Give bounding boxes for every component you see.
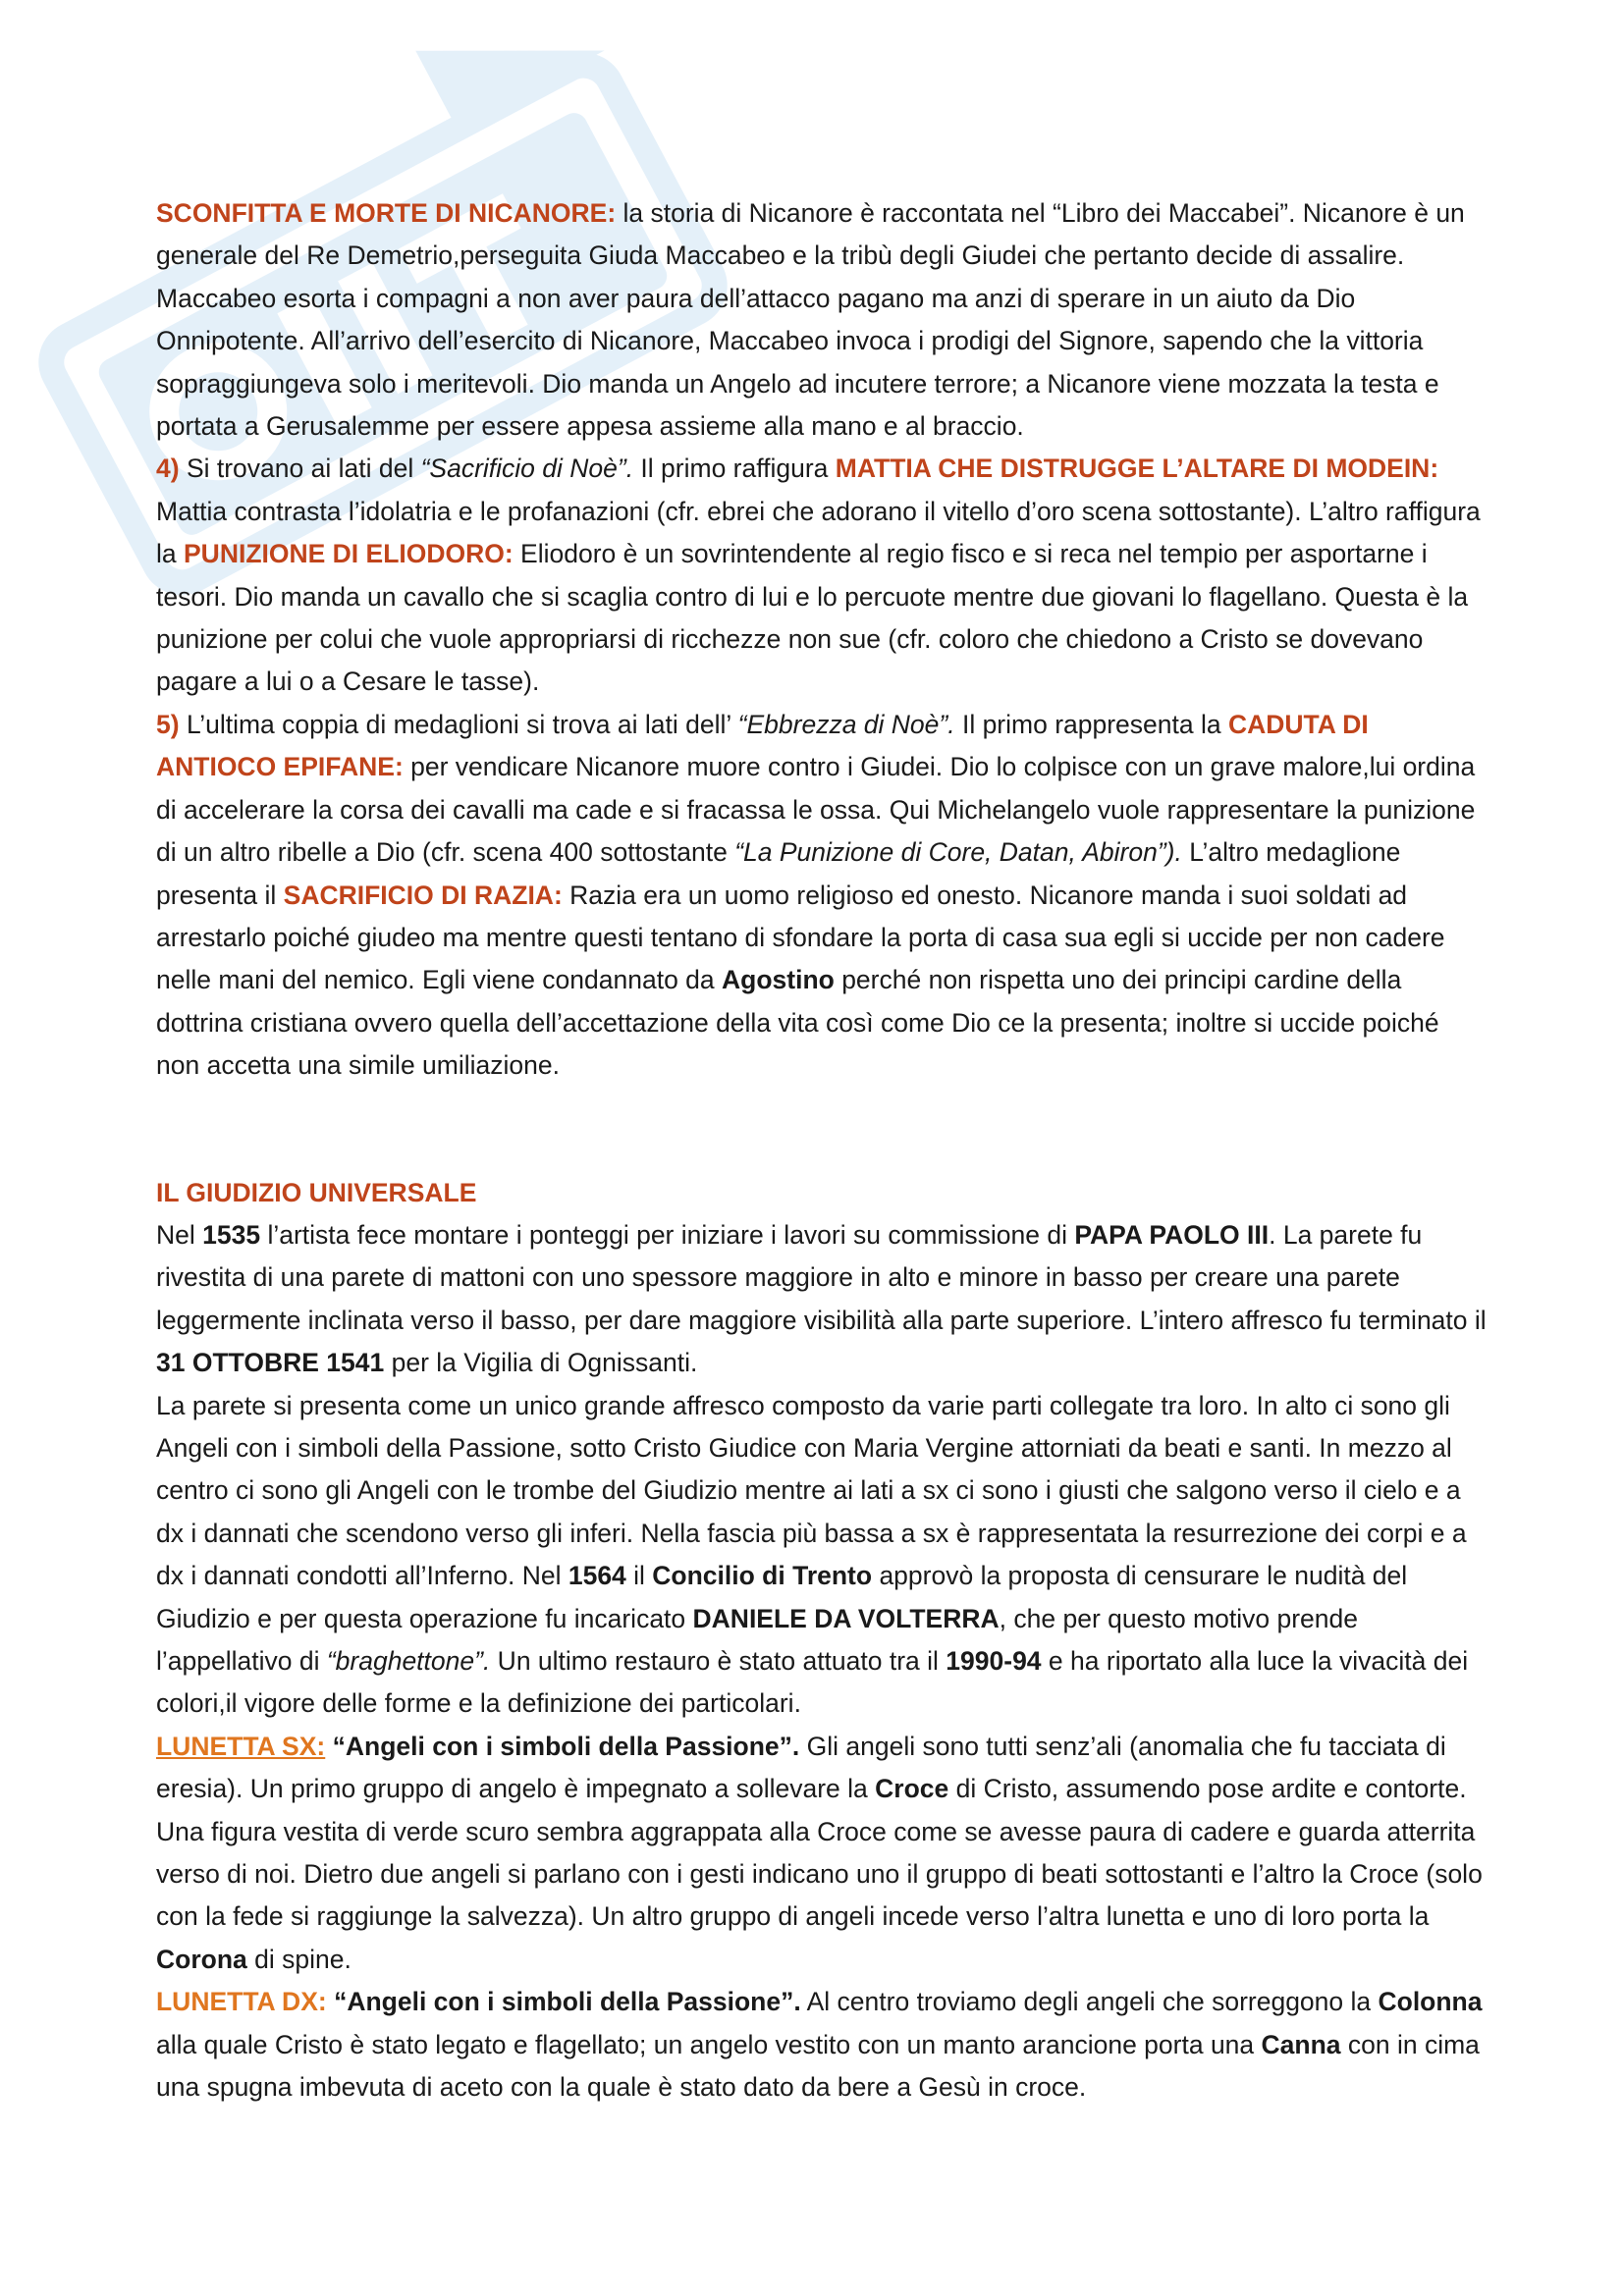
text-5f: perché non rispetta uno dei principi cardine della dottrina cristiana ovvero quella dell’accettazione della vita così come Dio ce la presenta; inoltre si uccide poiché non accetta una simile umiliazione. xyxy=(156,965,1439,1081)
heading-antioco: CADUTA DI ANTIOCO EPIFANE: xyxy=(156,709,1369,782)
text-5d: L’altro medaglione presenta il xyxy=(156,837,1401,910)
text-5a: L’ultima coppia di medaglioni si trova ai lati dell’ xyxy=(179,709,738,739)
giudizio-paragraph-1 xyxy=(156,1214,1487,1385)
text: per la Vigilia di Ognissanti. xyxy=(384,1348,698,1378)
text-5e: Razia era un uomo religioso ed onesto. Nicanore manda i suoi soldati ad arrestarlo poiché giudeo ma mentre questi tentano di sfondare la porta di casa sua egli si uccide per non cadere nelle mani del nemico. Egli viene condannato da xyxy=(156,880,1445,995)
heading-lunetta-sx: LUNETTA SX: xyxy=(156,1731,326,1761)
bold-1564: 1564 xyxy=(568,1561,626,1591)
text: Gli angeli sono tutti senz’ali (anomalia che fu tacciata di eresia). Un primo gruppo di angelo è impegnato a sollevare la xyxy=(156,1731,1446,1804)
bold-papa-paolo: PAPA PAOLO III xyxy=(1074,1219,1270,1250)
text: alla quale Cristo è stato legato e flagellato; un angelo vestito con un manto arancione porta una xyxy=(156,2029,1262,2059)
number-4: 4) xyxy=(156,454,180,484)
bold-canna: Canna xyxy=(1261,2029,1341,2059)
section-nicanore xyxy=(156,192,1487,448)
text-5b: Il primo rappresenta la xyxy=(954,709,1228,739)
bold-date: 31 OTTOBRE 1541 xyxy=(156,1348,385,1378)
text-4b: Il primo raffigura xyxy=(633,454,836,484)
bold-1535: 1535 xyxy=(202,1219,261,1250)
bold-daniele: DANIELE DA VOLTERRA xyxy=(692,1603,1000,1633)
italic-ebbrezza: “Ebbrezza di Noè”. xyxy=(737,709,955,739)
text xyxy=(327,1987,334,2016)
heading-nicanore: SCONFITTA E MORTE DI NICANORE: xyxy=(156,198,617,228)
text: l’artista fece montare i ponteggi per iniziare i lavori su commissione di xyxy=(260,1219,1075,1250)
text: Al centro troviamo degli angeli che sorreggono la xyxy=(800,1987,1379,2017)
text: di Cristo, assumendo pose ardite e contorte. Una figura vestita di verde scuro sembra aggrappata alla Croce come se avesse paura di cadere e guarda atterrita verso di noi. Dietro due angeli si parlano con i gesti indicano uno il gruppo di beati sottostanti e l’altro la Croce (solo con la fede si raggiunge la salvezza). Un altro gruppo di angeli incede verso l’altra lunetta e uno di loro porta la xyxy=(156,1774,1483,1932)
lunetta-sx-paragraph xyxy=(156,1726,1487,1981)
section-5 xyxy=(156,704,1487,1088)
heading-giudizio-universale: IL GIUDIZIO UNIVERSALE xyxy=(156,1177,477,1207)
text: Nel xyxy=(156,1219,203,1250)
italic-punizione-core: “La Punizione di Core, Datan, Abiron”). xyxy=(734,837,1182,868)
text-4c: Mattia contrasta l’idolatria e le profanazioni (cfr. ebrei che adorano il vitello d’oro scena sottostante). L’altro raffigura la xyxy=(156,496,1481,569)
text: e ha riportato alla luce la vivacità dei colori,il vigore delle forme e la definizione dei particolari. xyxy=(156,1646,1469,1719)
spacer xyxy=(156,1088,1487,1172)
section-4 xyxy=(156,448,1487,703)
section-giudizio-title xyxy=(156,1172,1487,1214)
text: di spine. xyxy=(246,1944,352,1974)
text-nicanore: la storia di Nicanore è raccontata nel “Libro dei Maccabei”. Nicanore è un generale del Re Demetrio,perseguita Giuda Maccabeo e la tribù degli Giudei che pertanto decide di assalire. Maccabeo esorta i compagni a non aver paura dell’attacco pagano ma anzi di sperare in un aiuto da Dio Onnipotente. All’arrivo dell’esercito di Nicanore, Maccabeo invoca i prodigi del Signore, sapendo che la vittoria sopraggiungeva solo i meritevoli. Dio manda un Angelo ad incutere terrore; a Nicanore viene mozzata la testa e portata a Gerusalemme per essere appesa assieme alla mano e al braccio. xyxy=(156,198,1465,442)
bold-concilio: Concilio di Trento xyxy=(652,1561,873,1591)
bold-croce: Croce xyxy=(875,1774,949,1804)
text: . La parete fu rivestita di una parete di mattoni con uno spessore maggiore in alto e minore in basso per creare una parete leggermente inclinata verso il basso, per dare maggiore visibilità alla parte superiore. L’intero affresco fu terminato il xyxy=(156,1219,1487,1335)
text: approvò la proposta di censurare le nudità del Giudizio e per questa operazione fu incaricato xyxy=(156,1561,1408,1633)
bold-quote-sx: “Angeli con i simboli della Passione”. xyxy=(332,1731,800,1761)
heading-eliodoro: PUNIZIONE DI ELIODORO: xyxy=(184,539,514,569)
text-5c: per vendicare Nicanore muore contro i Giudei. Dio lo colpisce con un grave malore,lui ordina di accelerare la corsa dei cavalli ma cade e si fracassa le ossa. Qui Michelangelo vuole rappresentare la punizione di un altro ribelle a Dio (cfr. scena 400 sottostante xyxy=(156,752,1476,868)
bold-corona: Corona xyxy=(156,1944,247,1974)
bold-colonna: Colonna xyxy=(1378,1987,1483,2017)
text: Un ultimo restauro è stato attuato tra il xyxy=(490,1646,947,1676)
bold-agostino: Agostino xyxy=(722,965,835,995)
bold-1990-94: 1990-94 xyxy=(946,1646,1042,1676)
heading-lunetta-dx: LUNETTA DX: xyxy=(156,1987,327,2017)
lunetta-dx-paragraph xyxy=(156,1981,1487,2109)
italic-braghettone: “braghettone”. xyxy=(326,1646,491,1676)
text-4a: Si trovano ai lati del xyxy=(179,454,421,484)
text: , che per questo motivo prende l’appellativo di xyxy=(156,1603,1358,1676)
number-5: 5) xyxy=(156,709,180,739)
text: con in cima una spugna imbevuta di aceto con la quale è stato dato da bere a Gesù in croce. xyxy=(156,2029,1480,2103)
text xyxy=(325,1732,332,1761)
document-body xyxy=(156,192,1487,2109)
bold-quote-dx: “Angeli con i simboli della Passione”. xyxy=(334,1987,801,2017)
text: il xyxy=(625,1561,653,1591)
heading-mattia: MATTIA CHE DISTRUGGE L’ALTARE DI MODEIN: xyxy=(835,454,1439,484)
italic-sacrificio: “Sacrificio di Noè”. xyxy=(420,454,634,484)
text-4d: Eliodoro è un sovrintendente al regio fisco e si reca nel tempio per asportarne i tesori. Dio manda un cavallo che si scaglia contro di lui e lo percuote mentre due giovani lo flagellano. Questa è la punizione per colui che vuole appropriarsi di ricchezze non sue (cfr. coloro che chiedono a Cristo se dovevano pagare a lui o a Cesare le tasse). xyxy=(156,539,1469,697)
text: La parete si presenta come un unico grande affresco composto da varie parti collegate tra loro. In alto ci sono gli Angeli con i simboli della Passione, sotto Cristo Giudice con Maria Vergine attorniati da beati e santi. In mezzo al centro ci sono gli Angeli con le trombe del Giudizio mentre ai lati a sx ci sono i giusti che salgono verso il cielo e a dx i dannati che scendono verso gli inferi. Nella fascia più bassa a sx è rappresentata la resurrezione dei corpi e a dx i dannati condotti all’Inferno. Nel xyxy=(156,1390,1467,1591)
giudizio-paragraph-2 xyxy=(156,1385,1487,1726)
heading-razia: SACRIFICIO DI RAZIA: xyxy=(283,880,563,910)
